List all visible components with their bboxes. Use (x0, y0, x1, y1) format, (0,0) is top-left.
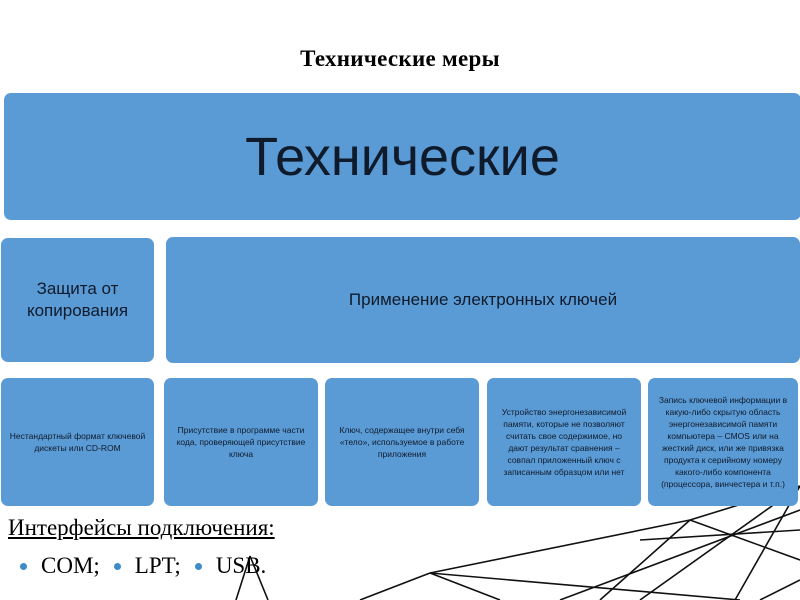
leaf-box: Устройство энергонезависимой памяти, которые не позволяют считать свое содержимое, но дают результат сравнения – совпал приложенный ключ с записанным образцом или нет (487, 378, 641, 506)
branch-copy-protection: Защита от копирования (1, 238, 154, 362)
list-item (114, 553, 181, 579)
leaf-box: Нестандартный формат ключевой дискеты или CD-ROM (1, 378, 154, 506)
page-title: Технические меры (300, 46, 500, 71)
interface-label: COM; (41, 553, 100, 578)
interface-label: USB. (215, 553, 267, 578)
list-item (20, 553, 100, 579)
bullet-icon (20, 563, 27, 570)
diagram-root-box: Технические (4, 93, 800, 220)
leaf-box: Присутствие в программе части кода, проверяющей присутствие ключа (164, 378, 318, 506)
interface-label: LPT; (134, 553, 181, 578)
bullet-icon (195, 563, 202, 570)
interfaces-heading: Интерфейсы подключения: (8, 515, 275, 540)
leaf-box: Запись ключевой информации в какую-либо скрытую область энергонезависимой памяти компьютера – CMOS или на жесткий диск, или же привязка продукта к серийному номеру какого-либо компонента (процессора, винчестера и т.п.) (648, 378, 798, 506)
leaf-box: Ключ, содержащее внутри себя «тело», используемое в работе приложения (325, 378, 479, 506)
list-item (195, 553, 267, 579)
branch-electronic-keys: Применение электронных ключей (166, 237, 800, 363)
bullet-icon (114, 563, 121, 570)
interfaces-list (20, 553, 280, 579)
